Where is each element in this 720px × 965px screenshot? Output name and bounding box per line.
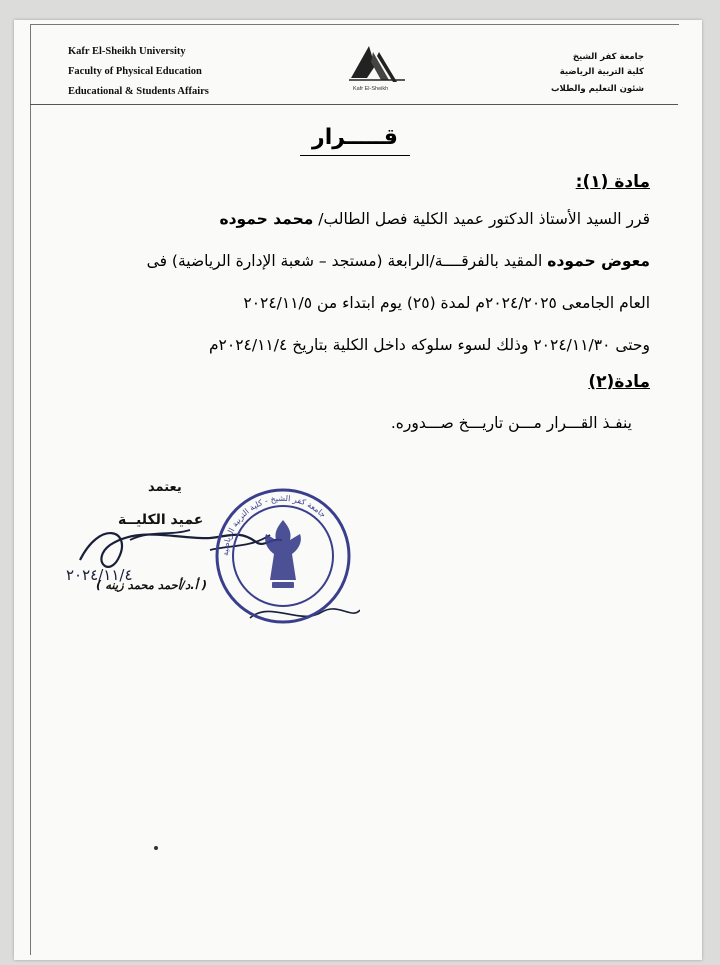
approve-label: يعتمد (148, 480, 182, 495)
student-name-part-1: محمد حموده (219, 210, 314, 228)
article-1-heading: مادة (١): (575, 172, 650, 192)
body-line-1 (219, 210, 650, 228)
header-university-en: Kafr El-Sheikh University (68, 46, 186, 57)
handwritten-date: ٢٠٢٤/١١/٤ (66, 566, 133, 584)
body-line-4: وحتى ٢٠٢٤/١١/٣٠ وذلك لسوء سلوكه داخل الكلية بتاريخ ٢٠٢٤/١١/٤م (208, 336, 650, 354)
header-divider (30, 104, 678, 105)
decision-title: قـــــرار (312, 125, 398, 150)
header-faculty-en: Faculty of Physical Education (68, 66, 202, 77)
body-line-1-text: قرر السيد الأستاذ الدكتور عميد الكلية فصل الطالب/ (318, 210, 650, 228)
official-stamp-icon (208, 484, 358, 632)
logo-caption: Kafr El-Sheikh (353, 86, 389, 92)
header-dept-ar: شئون التعليم والطلاب (551, 84, 644, 94)
header-university-ar: جامعة كفر الشيخ (572, 52, 644, 62)
title-underline (300, 155, 410, 156)
dean-title: عميد الكليــة (118, 512, 204, 528)
student-name-part-2: معوض حموده (547, 252, 650, 270)
body-line-2-text: المقيد بالفرقــــة/الرابعة (مستجد – شعبة الإدارة الرياضية) فى (146, 252, 543, 270)
stamp-text: جامعة كفر الشيخ - كلية التربية الرياضية (220, 493, 328, 557)
header-faculty-ar: كلية التربية الرياضية (559, 67, 644, 77)
body-line-3: العام الجامعى ٢٠٢٤/٢٠٢٥م لمدة (٢٥) يوم ابتداء من ٢٠٢٤/١١/٥ (243, 294, 650, 312)
stray-mark (154, 846, 158, 850)
faculty-logo-icon (345, 42, 411, 98)
body-line-2 (147, 252, 650, 270)
header-dept-en: Educational & Students Affairs (68, 86, 209, 97)
dean-name: ( أ.د/أحمد محمد زينه ) (96, 578, 208, 592)
body-line-5: ينفـذ القـــرار مـــن تاريـــخ صـــدوره. (390, 414, 632, 432)
article-2-heading: مادة(٢) (588, 372, 650, 392)
